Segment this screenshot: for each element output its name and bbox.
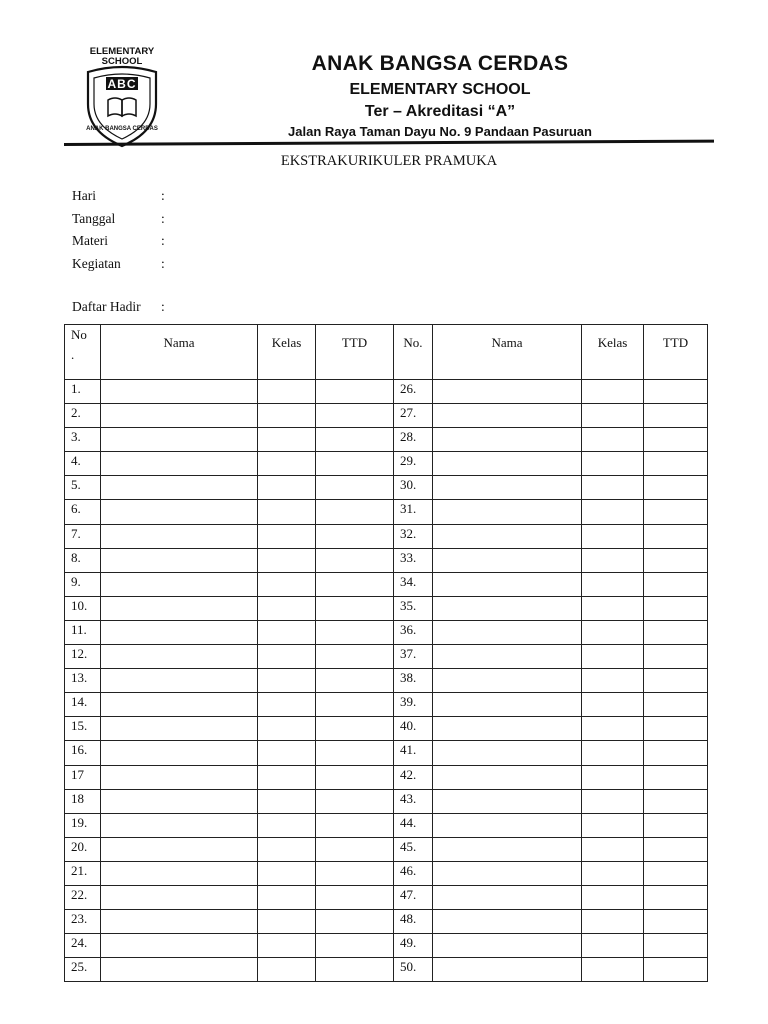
class-cell[interactable] <box>258 789 316 813</box>
row-number-cell: 23. <box>65 910 101 934</box>
class-cell[interactable] <box>582 717 644 741</box>
field-colon: : <box>161 255 165 271</box>
class-cell[interactable] <box>258 861 316 885</box>
name-cell[interactable] <box>433 813 582 837</box>
class-cell[interactable] <box>582 404 644 428</box>
signature-cell[interactable] <box>644 910 708 934</box>
svg-text:SCHOOL: SCHOOL <box>101 56 143 67</box>
signature-cell[interactable] <box>644 428 708 452</box>
row-number-cell: 44. <box>394 813 433 837</box>
class-cell[interactable] <box>258 958 316 982</box>
header-nama: Nama <box>101 325 258 380</box>
class-cell[interactable] <box>258 837 316 861</box>
row-number-cell: 11. <box>65 620 101 644</box>
name-cell[interactable] <box>101 813 258 837</box>
class-cell[interactable] <box>582 813 644 837</box>
school-type: ELEMENTARY SCHOOL <box>349 81 531 98</box>
field-label: Hari <box>72 188 96 203</box>
name-cell[interactable] <box>433 861 582 885</box>
class-cell[interactable] <box>582 524 644 548</box>
document-title: EKSTRAKURIKULER PRAMUKA <box>280 153 498 169</box>
name-cell[interactable] <box>433 524 582 548</box>
class-cell[interactable] <box>582 500 644 524</box>
signature-cell[interactable] <box>644 741 708 765</box>
name-cell[interactable] <box>101 789 258 813</box>
class-cell[interactable] <box>582 765 644 789</box>
name-cell[interactable] <box>433 596 582 620</box>
row-number-cell: 19. <box>65 813 101 837</box>
class-cell[interactable] <box>582 669 644 693</box>
name-cell[interactable] <box>101 476 258 500</box>
class-cell[interactable] <box>258 500 316 524</box>
row-number-cell: 48. <box>394 910 433 934</box>
row-number-cell: 30. <box>394 476 433 500</box>
row-number-cell: 3. <box>65 428 101 452</box>
signature-cell[interactable] <box>644 837 708 861</box>
row-number-cell: 50. <box>394 958 433 982</box>
signature-cell[interactable] <box>316 380 394 404</box>
row-number-cell: 13. <box>65 669 101 693</box>
row-number-cell: 36. <box>394 620 433 644</box>
class-cell[interactable] <box>582 452 644 476</box>
signature-cell[interactable] <box>316 548 394 572</box>
row-number-cell: 5. <box>65 476 101 500</box>
school-address: Jalan Raya Taman Dayu No. 9 Pandaan Pasuruan <box>288 124 592 139</box>
class-cell[interactable] <box>258 428 316 452</box>
signature-cell[interactable] <box>644 380 708 404</box>
signature-cell[interactable] <box>316 404 394 428</box>
signature-cell[interactable] <box>644 500 708 524</box>
field-colon: : <box>161 210 165 226</box>
name-cell[interactable] <box>101 717 258 741</box>
name-cell[interactable] <box>433 380 582 404</box>
class-cell[interactable] <box>582 620 644 644</box>
name-cell[interactable] <box>101 524 258 548</box>
signature-cell[interactable] <box>644 404 708 428</box>
table-row <box>65 741 708 765</box>
class-cell[interactable] <box>258 620 316 644</box>
signature-cell[interactable] <box>316 524 394 548</box>
name-cell[interactable] <box>101 910 258 934</box>
class-cell[interactable] <box>582 693 644 717</box>
name-cell[interactable] <box>433 717 582 741</box>
class-cell[interactable] <box>582 596 644 620</box>
name-cell[interactable] <box>101 885 258 909</box>
signature-cell[interactable] <box>316 910 394 934</box>
class-cell[interactable] <box>258 741 316 765</box>
signature-cell[interactable] <box>316 885 394 909</box>
class-cell[interactable] <box>582 861 644 885</box>
table-row <box>65 837 708 861</box>
name-cell[interactable] <box>101 500 258 524</box>
row-number-cell: 2. <box>65 404 101 428</box>
name-cell[interactable] <box>433 404 582 428</box>
class-cell[interactable] <box>582 572 644 596</box>
signature-cell[interactable] <box>316 789 394 813</box>
name-cell[interactable] <box>433 572 582 596</box>
name-cell[interactable] <box>101 765 258 789</box>
table-row <box>65 717 708 741</box>
signature-cell[interactable] <box>316 645 394 669</box>
signature-cell[interactable] <box>644 452 708 476</box>
school-logo <box>76 44 168 148</box>
name-cell[interactable] <box>433 741 582 765</box>
signature-cell[interactable] <box>316 958 394 982</box>
header-no: No . <box>65 325 101 380</box>
svg-text:ELEMENTARY: ELEMENTARY <box>89 46 155 57</box>
attendance-colon: : <box>161 299 165 314</box>
class-cell[interactable] <box>258 452 316 476</box>
row-number-cell: 7. <box>65 524 101 548</box>
signature-cell[interactable] <box>644 813 708 837</box>
class-cell[interactable] <box>258 404 316 428</box>
signature-cell[interactable] <box>316 428 394 452</box>
table-row <box>65 404 708 428</box>
signature-cell[interactable] <box>316 813 394 837</box>
name-cell[interactable] <box>101 380 258 404</box>
signature-cell[interactable] <box>644 572 708 596</box>
field-colon: : <box>161 188 165 203</box>
class-cell[interactable] <box>258 596 316 620</box>
row-number-cell: 35. <box>394 596 433 620</box>
signature-cell[interactable] <box>644 934 708 958</box>
class-cell[interactable] <box>258 885 316 909</box>
signature-cell[interactable] <box>644 476 708 500</box>
name-cell[interactable] <box>433 620 582 644</box>
name-cell[interactable] <box>433 500 582 524</box>
name-cell[interactable] <box>101 837 258 861</box>
class-cell[interactable] <box>258 910 316 934</box>
table-row <box>65 596 708 620</box>
row-number-cell: 41. <box>394 741 433 765</box>
name-cell[interactable] <box>433 910 582 934</box>
field-label: Kegiatan <box>72 255 121 271</box>
name-cell[interactable] <box>101 861 258 885</box>
row-number-cell: 29. <box>394 452 433 476</box>
svg-text:ANAK BANGSA CERDAS: ANAK BANGSA CERDAS <box>86 126 158 132</box>
signature-cell[interactable] <box>644 669 708 693</box>
signature-cell[interactable] <box>316 934 394 958</box>
name-cell[interactable] <box>101 693 258 717</box>
header-kelas: Kelas <box>582 325 644 380</box>
signature-cell[interactable] <box>316 596 394 620</box>
row-number-cell: 38. <box>394 669 433 693</box>
header-ttd: TTD <box>644 325 708 380</box>
row-number-cell: 20. <box>65 837 101 861</box>
class-cell[interactable] <box>582 910 644 934</box>
field-colon: : <box>161 233 165 249</box>
class-cell[interactable] <box>582 958 644 982</box>
class-cell[interactable] <box>258 548 316 572</box>
signature-cell[interactable] <box>644 620 708 644</box>
name-cell[interactable] <box>101 596 258 620</box>
row-number-cell: 31. <box>394 500 433 524</box>
signature-cell[interactable] <box>644 548 708 572</box>
row-number-cell: 22. <box>65 885 101 909</box>
table-row <box>65 789 708 813</box>
name-cell[interactable] <box>433 669 582 693</box>
name-cell[interactable] <box>433 765 582 789</box>
signature-cell[interactable] <box>644 693 708 717</box>
school-crest <box>76 44 168 148</box>
table-row <box>65 693 708 717</box>
class-cell[interactable] <box>582 476 644 500</box>
table-row <box>65 548 708 572</box>
table-row <box>65 765 708 789</box>
class-cell[interactable] <box>258 813 316 837</box>
row-number-cell: 27. <box>394 404 433 428</box>
signature-cell[interactable] <box>644 958 708 982</box>
table-row <box>65 476 708 500</box>
row-number-cell: 40. <box>394 717 433 741</box>
row-number-cell: 32. <box>394 524 433 548</box>
header-ttd: TTD <box>316 325 394 380</box>
signature-cell[interactable] <box>644 717 708 741</box>
row-number-cell: 9. <box>65 572 101 596</box>
row-number-cell: 37. <box>394 645 433 669</box>
row-number-cell: 6. <box>65 500 101 524</box>
name-cell[interactable] <box>433 789 582 813</box>
signature-cell[interactable] <box>316 669 394 693</box>
row-number-cell: 33. <box>394 548 433 572</box>
signature-cell[interactable] <box>316 717 394 741</box>
class-cell[interactable] <box>582 428 644 452</box>
signature-cell[interactable] <box>316 476 394 500</box>
row-number-cell: 46. <box>394 861 433 885</box>
name-cell[interactable] <box>433 452 582 476</box>
row-number-cell: 21. <box>65 861 101 885</box>
row-number-cell: 1. <box>65 380 101 404</box>
table-row <box>65 669 708 693</box>
attendance-heading <box>72 299 165 315</box>
name-cell[interactable] <box>101 669 258 693</box>
row-number-cell: 4. <box>65 452 101 476</box>
row-number-cell: 39. <box>394 693 433 717</box>
class-cell[interactable] <box>258 524 316 548</box>
name-cell[interactable] <box>101 645 258 669</box>
table-row <box>65 934 708 958</box>
name-cell[interactable] <box>433 934 582 958</box>
signature-cell[interactable] <box>644 524 708 548</box>
table-row <box>65 500 708 524</box>
row-number-cell: 45. <box>394 837 433 861</box>
signature-cell[interactable] <box>316 765 394 789</box>
signature-cell[interactable] <box>644 645 708 669</box>
table-row <box>65 572 708 596</box>
class-cell[interactable] <box>582 837 644 861</box>
signature-cell[interactable] <box>316 693 394 717</box>
signature-cell[interactable] <box>316 620 394 644</box>
signature-cell[interactable] <box>644 885 708 909</box>
row-number-cell: 28. <box>394 428 433 452</box>
class-cell[interactable] <box>582 380 644 404</box>
signature-cell[interactable] <box>316 500 394 524</box>
table-row <box>65 958 708 982</box>
table-header-row <box>65 325 708 380</box>
table-row <box>65 910 708 934</box>
table-row <box>65 524 708 548</box>
class-cell[interactable] <box>258 765 316 789</box>
school-header <box>170 50 710 141</box>
school-name: ANAK BANGSA CERDAS <box>311 52 569 75</box>
field-label: Tanggal <box>72 210 116 226</box>
class-cell[interactable] <box>582 645 644 669</box>
table-row <box>65 885 708 909</box>
class-cell[interactable] <box>582 885 644 909</box>
class-cell[interactable] <box>258 934 316 958</box>
row-number-cell: 49. <box>394 934 433 958</box>
row-number-cell: 43. <box>394 789 433 813</box>
name-cell[interactable] <box>433 428 582 452</box>
attendance-label: Daftar Hadir <box>72 299 141 314</box>
table-row <box>65 861 708 885</box>
class-cell[interactable] <box>258 572 316 596</box>
signature-cell[interactable] <box>316 572 394 596</box>
open-book-icon <box>108 98 136 116</box>
class-cell[interactable] <box>582 548 644 572</box>
row-number-cell: 42. <box>394 765 433 789</box>
name-cell[interactable] <box>101 958 258 982</box>
class-cell[interactable] <box>582 741 644 765</box>
name-cell[interactable] <box>433 476 582 500</box>
row-number-cell: 24. <box>65 934 101 958</box>
table-row <box>65 380 708 404</box>
row-number-cell: 15. <box>65 717 101 741</box>
name-cell[interactable] <box>101 404 258 428</box>
name-cell[interactable] <box>101 620 258 644</box>
signature-cell[interactable] <box>316 837 394 861</box>
signature-cell[interactable] <box>644 789 708 813</box>
name-cell[interactable] <box>101 428 258 452</box>
name-cell[interactable] <box>101 741 258 765</box>
table-row <box>65 428 708 452</box>
name-cell[interactable] <box>101 548 258 572</box>
class-cell[interactable] <box>258 476 316 500</box>
class-cell[interactable] <box>582 934 644 958</box>
row-number-cell: 25. <box>65 958 101 982</box>
signature-cell[interactable] <box>316 741 394 765</box>
row-number-cell: 12. <box>65 645 101 669</box>
signature-cell[interactable] <box>316 452 394 476</box>
row-number-cell: 8. <box>65 548 101 572</box>
attendance-rows <box>65 380 708 982</box>
signature-cell[interactable] <box>644 596 708 620</box>
table-row <box>65 620 708 644</box>
name-cell[interactable] <box>101 934 258 958</box>
class-cell[interactable] <box>258 645 316 669</box>
name-cell[interactable] <box>433 837 582 861</box>
row-number-cell: 14. <box>65 693 101 717</box>
class-cell[interactable] <box>258 717 316 741</box>
signature-cell[interactable] <box>644 765 708 789</box>
header-nama: Nama <box>433 325 582 380</box>
class-cell[interactable] <box>258 380 316 404</box>
name-cell[interactable] <box>433 548 582 572</box>
table-row <box>65 645 708 669</box>
header-no: No. <box>394 325 433 380</box>
row-number-cell: 47. <box>394 885 433 909</box>
row-number-cell: 18 <box>65 789 101 813</box>
header-kelas: Kelas <box>258 325 316 380</box>
name-cell[interactable] <box>433 645 582 669</box>
name-cell[interactable] <box>433 693 582 717</box>
class-cell[interactable] <box>582 789 644 813</box>
svg-text:ABC: ABC <box>107 77 137 91</box>
attendance-table <box>64 324 708 982</box>
table-row <box>65 452 708 476</box>
accreditation: Ter – Akreditasi “A” <box>364 103 516 120</box>
row-number-cell: 16. <box>65 741 101 765</box>
row-number-cell: 10. <box>65 596 101 620</box>
signature-cell[interactable] <box>644 861 708 885</box>
row-number-cell: 17 <box>65 765 101 789</box>
row-number-cell: 26. <box>394 380 433 404</box>
signature-cell[interactable] <box>316 861 394 885</box>
name-cell[interactable] <box>433 958 582 982</box>
class-cell[interactable] <box>258 693 316 717</box>
name-cell[interactable] <box>101 452 258 476</box>
name-cell[interactable] <box>433 885 582 909</box>
row-number-cell: 34. <box>394 572 433 596</box>
table-row <box>65 813 708 837</box>
class-cell[interactable] <box>258 669 316 693</box>
name-cell[interactable] <box>101 572 258 596</box>
field-label: Materi <box>72 233 108 249</box>
